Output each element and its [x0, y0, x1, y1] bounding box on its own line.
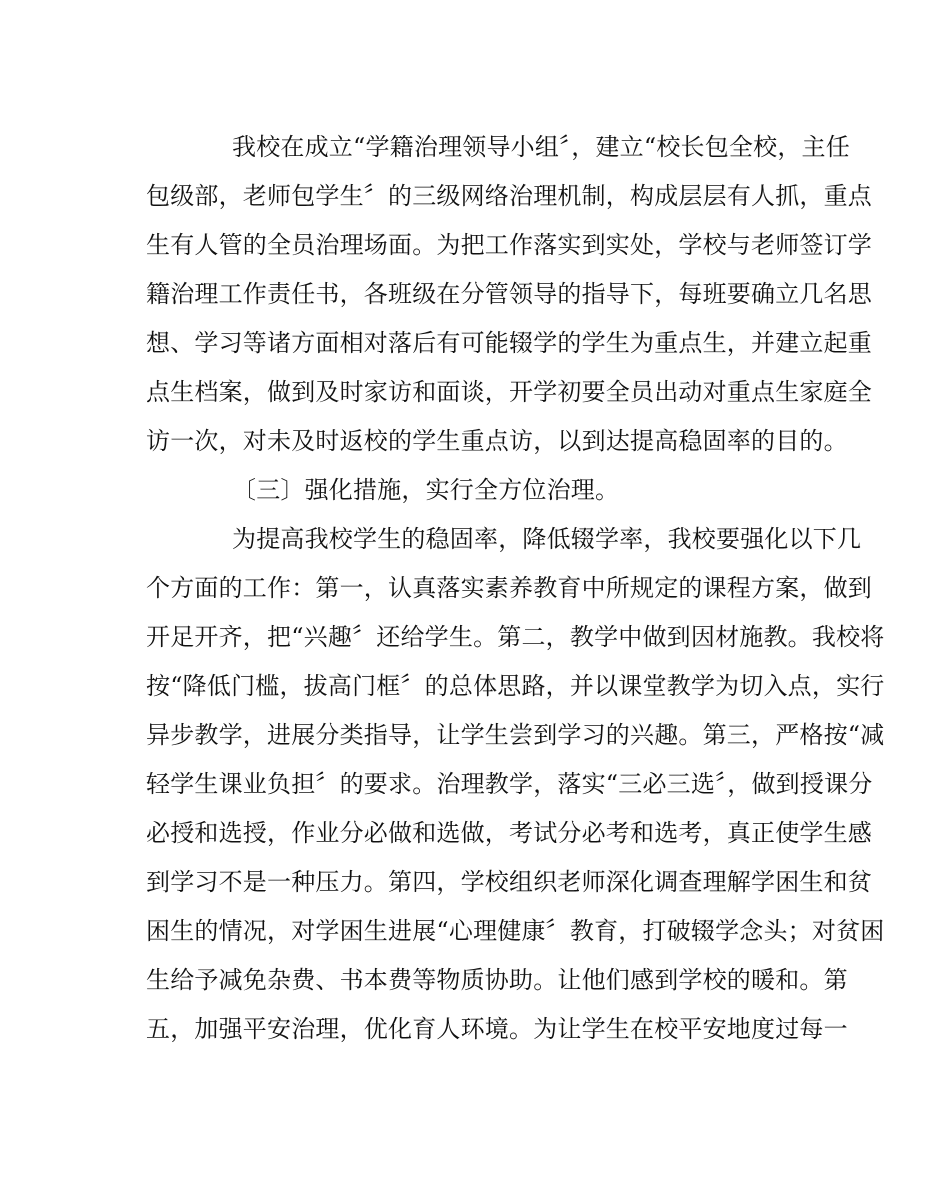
paragraph2-line-11: 五，加强平安治理，优化育人环境。为让学生在校平安地度过每一	[146, 1015, 848, 1043]
paragraph2-line-2: 个方面的工作：第一，认真落实素养教育中所规定的课程方案，做到	[146, 574, 872, 602]
paragraph2-line-1: 为提高我校学生的稳固率，降低辍学率，我校要强化以下几	[232, 525, 862, 553]
paragraph2-line-8: 到学习不是一种压力。第四，学校组织老师深化调查理解学困生和贫	[146, 868, 872, 896]
paragraph2-line-4: 按“降低门槛，拔高门框〞的总体思路，并以课堂教学为切入点，实行	[146, 672, 885, 700]
paragraph2-line-3: 开足开齐，把“兴趣〞还给学生。第二，教学中做到因材施教。我校将	[146, 623, 885, 651]
paragraph1-line-1: 我校在成立“学籍治理领导小组〞，建立“校长包全校，主任	[232, 133, 850, 161]
paragraph1-line-4: 籍治理工作责任书，各班级在分管领导的指导下，每班要确立几名思	[146, 280, 872, 308]
paragraph1-line-6: 点生档案，做到及时家访和面谈，开学初要全员出动对重点生家庭全	[146, 378, 872, 406]
paragraph1-line-2: 包级部，老师包学生〞的三级网络治理机制，构成层层有人抓，重点	[146, 182, 872, 210]
paragraph1-line-5: 想、学习等诸方面相对落后有可能辍学的学生为重点生，并建立起重	[146, 329, 872, 357]
paragraph2-line-10: 生给予减免杂费、书本费等物质协助。让他们感到学校的暖和。第	[146, 966, 848, 994]
paragraph1-line-3: 生有人管的全员治理场面。为把工作落实到实处，学校与老师签订学	[146, 231, 872, 259]
section-heading: 〔三〕强化措施，实行全方位治理。	[232, 476, 620, 504]
paragraph2-line-6: 轻学生课业负担〞的要求。治理教学，落实“三必三选〞，做到授课分	[146, 770, 873, 798]
paragraph1-line-7: 访一次，对未及时返校的学生重点访，以到达提高稳固率的目的。	[146, 427, 848, 455]
paragraph2-line-9: 困生的情况，对学困生进展“心理健康〞教育，打破辍学念头；对贫困	[146, 917, 885, 945]
paragraph2-line-5: 异步教学，进展分类指导，让学生尝到学习的兴趣。第三，严格按“减	[146, 721, 885, 749]
paragraph2-line-7: 必授和选授，作业分必做和选做，考试分必考和选考，真正使学生感	[146, 819, 872, 847]
